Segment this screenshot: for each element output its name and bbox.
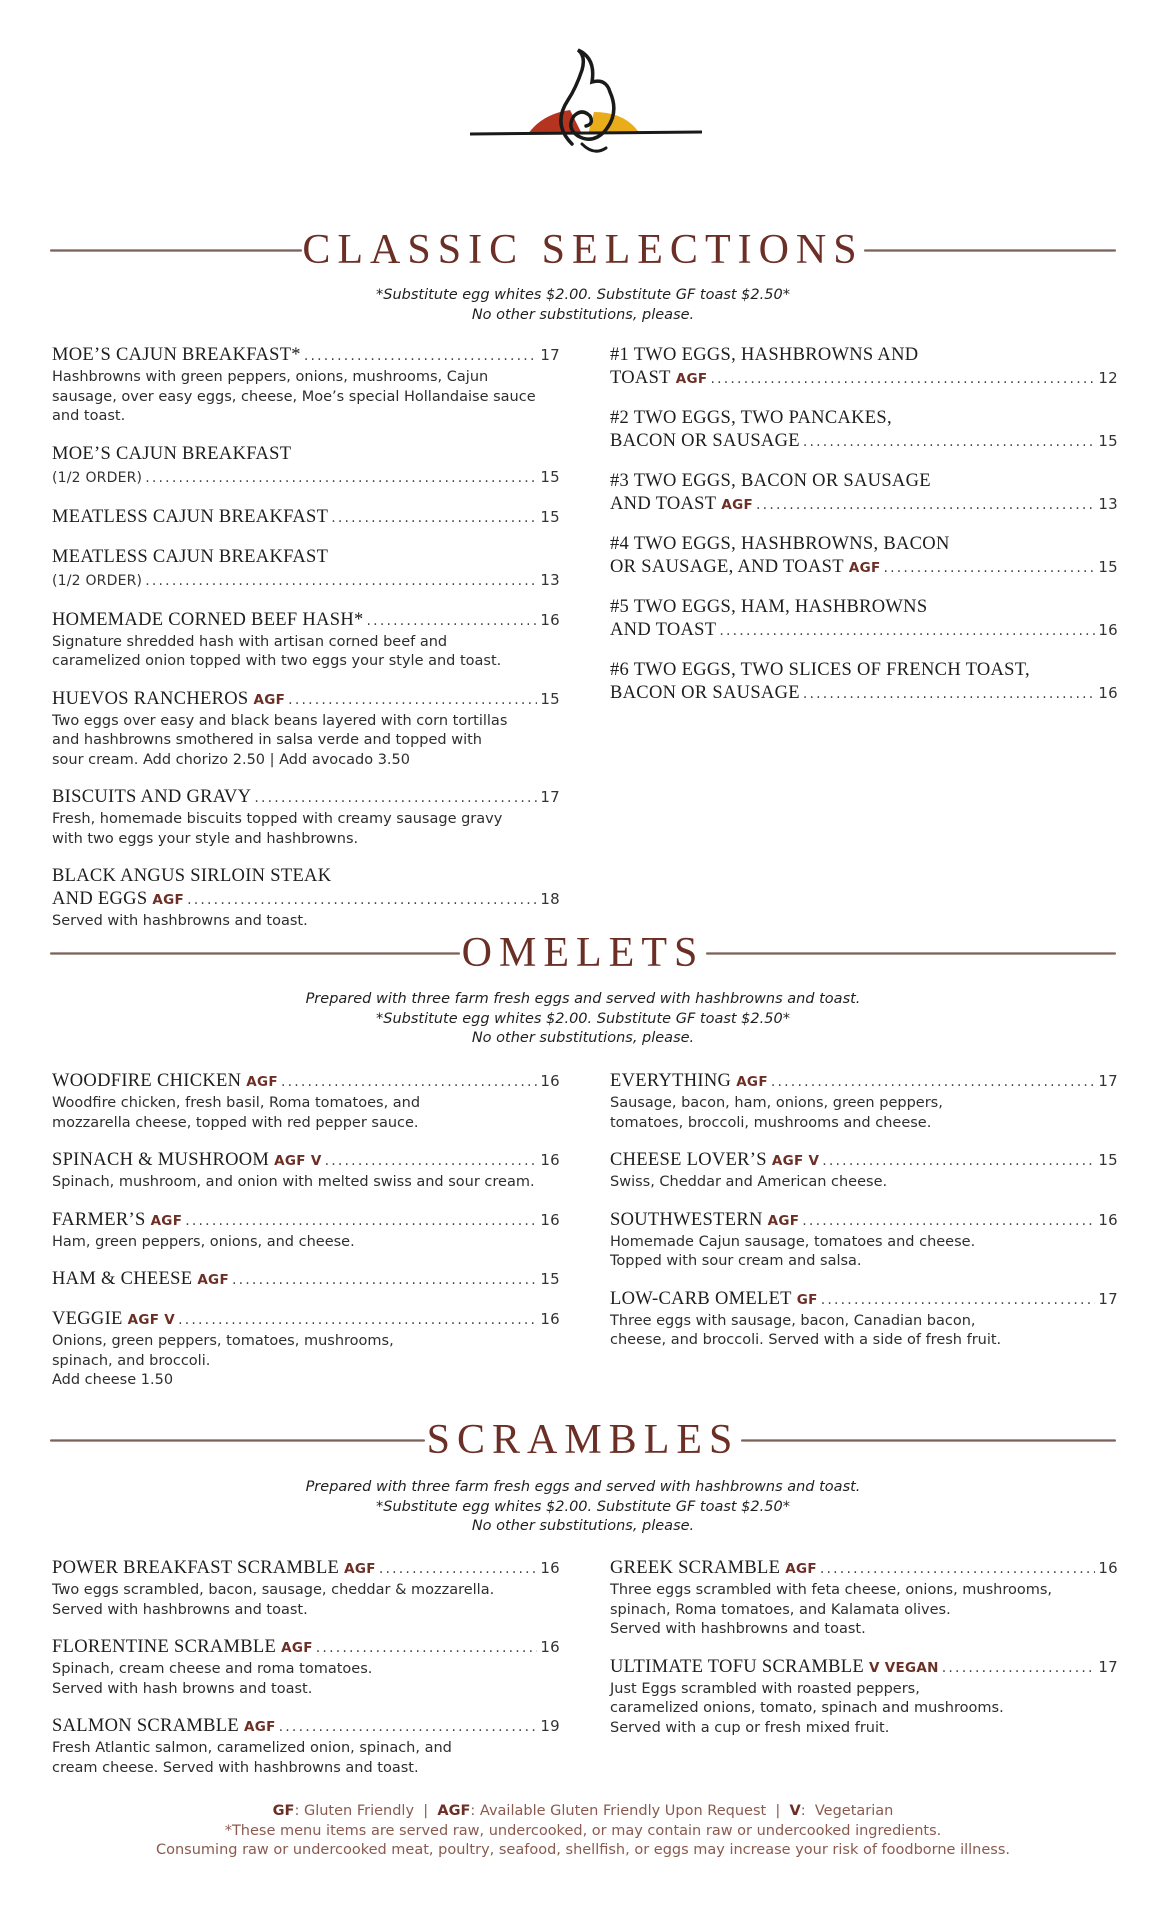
menu-item-line [610, 1656, 1118, 1680]
legend-gf-code: GF [272, 1803, 295, 1819]
menu-item-name: TOAST [610, 368, 671, 388]
omelets-heading: OMELETS [461, 930, 705, 976]
menu-item-description: mozzarella cheese, topped with red pepper sauce. [52, 1114, 419, 1131]
menu-item-description: Woodfire chicken, fresh basil, Roma tomatoes, and [52, 1095, 421, 1111]
menu-item-line [610, 367, 1118, 391]
menu-item [52, 344, 560, 427]
legend-agf-code: AGF [437, 1803, 471, 1819]
classic-heading: CLASSIC SELECTIONS [302, 227, 864, 273]
menu-item-description: sausage, over easy eggs, cheese, Moe’s special Hollandaise sauce [52, 388, 536, 405]
dot-leader [379, 1558, 538, 1581]
menu-item [610, 1149, 1118, 1193]
dot-leader [145, 570, 537, 593]
menu-item-line [52, 888, 560, 912]
dot-leader [802, 1210, 1095, 1233]
legend-v-text: : Vegetarian [800, 1803, 894, 1819]
menu-item-line [52, 1308, 560, 1332]
menu-item-description: Two eggs over easy and black beans layered with corn tortillas [52, 712, 508, 729]
dot-leader [331, 507, 537, 530]
note-line: *Substitute egg whites $2.00. Substitute GF toast $2.50* [376, 287, 790, 303]
diet-tag: AGF [152, 892, 185, 908]
menu-item-description: sour cream. Add chorizo 2.50 | Add avocado 3.50 [52, 751, 410, 768]
diet-tag: AGF [767, 1212, 800, 1229]
menu-item-name-first-line: MEATLESS CAJUN BREAKFAST [52, 546, 329, 567]
note-line: No other substitutions, please. [471, 306, 695, 323]
menu-item [52, 1636, 560, 1699]
menu-item [610, 1656, 1118, 1739]
diet-tag: AGF [848, 560, 881, 576]
menu-item-description: Just Eggs scrambled with roasted peppers, [610, 1680, 920, 1697]
menu-item-price: 15 [1098, 1151, 1118, 1169]
menu-item-line [610, 1288, 1118, 1312]
dot-leader [185, 1210, 537, 1233]
dot-leader [281, 1071, 537, 1094]
diet-tag: AGF [721, 497, 754, 513]
menu-item-line [610, 430, 1118, 454]
menu-item-name: MEATLESS CAJUN BREAKFAST [52, 506, 329, 527]
menu-item [610, 533, 1118, 580]
diet-tag: AGF [246, 1074, 278, 1090]
menu-item-name: AND EGGS [52, 889, 148, 909]
dot-leader [710, 368, 1095, 391]
menu-item-name: SOUTHWESTERN [610, 1209, 763, 1230]
menu-item-price: 16 [1098, 1210, 1118, 1229]
menu-item-description: Fresh, homemade biscuits topped with creamy sausage gravy [52, 811, 503, 827]
menu-item [52, 1209, 560, 1253]
menu-item-description: Served with hash browns and toast. [52, 1680, 313, 1697]
menu-item-description: Homemade Cajun sausage, tomatoes and cheese. [610, 1233, 976, 1250]
menu-item-name: AND TOAST [610, 620, 717, 640]
menu-item-name: BISCUITS AND GRAVY [52, 787, 252, 807]
menu-item-name: (1/2 ORDER) [52, 469, 143, 486]
menu-item-line [610, 556, 1118, 580]
dot-leader [145, 467, 537, 490]
raw-food-notice: *These menu items are served raw, undercooked, or may contain raw or undercooked ingredients. [224, 1822, 942, 1839]
dot-leader [316, 1637, 538, 1660]
menu-item-description: Two eggs scrambled, bacon, sausage, cheddar & mozzarella. [52, 1582, 495, 1598]
diet-tag: AGF V [274, 1153, 322, 1169]
menu-item-name: OR SAUSAGE, AND TOAST [610, 557, 844, 577]
menu-item-description: Swiss, Cheddar and American cheese. [610, 1174, 888, 1190]
diet-tag: AGF [281, 1640, 313, 1656]
classic-left-column [52, 344, 560, 948]
dot-leader [756, 494, 1095, 517]
menu-item-line [610, 493, 1118, 517]
menu-item-line [610, 1070, 1118, 1094]
legend-v-code: V [789, 1803, 801, 1819]
menu-item-description: Spinach, cream cheese and roma tomatoes. [52, 1661, 373, 1677]
dot-leader [771, 1071, 1095, 1094]
menu-item-price: 18 [540, 890, 560, 908]
menu-item [610, 1209, 1118, 1272]
diet-tag: AGF V [127, 1312, 176, 1328]
menu-item-name: CHEESE LOVER’S [610, 1150, 767, 1170]
menu-item-description: and hashbrowns smothered in salsa verde and topped with [52, 732, 483, 748]
diet-tag: AGF [243, 1719, 276, 1735]
diet-tag: AGF [344, 1561, 376, 1577]
menu-item-name: FARMER’S [52, 1209, 146, 1230]
dot-leader [254, 787, 537, 810]
title-rule-right [864, 249, 1116, 252]
menu-item [610, 1288, 1118, 1351]
menu-item-name: AND TOAST [610, 494, 717, 514]
menu-item-price: 19 [540, 1717, 560, 1735]
flame-logo-icon [470, 48, 702, 160]
menu-item [610, 344, 1118, 391]
menu-item-description: Ham, green peppers, onions, and cheese. [52, 1233, 355, 1250]
menu-item-name-first-line: MOE’S CAJUN BREAKFAST [52, 443, 292, 464]
menu-item-description: Three eggs with sausage, bacon, Canadian bacon, [610, 1312, 976, 1329]
menu-item [52, 1715, 560, 1778]
menu-item [52, 1149, 560, 1193]
scrambles-note [0, 1478, 1166, 1537]
menu-item-price: 17 [1098, 1657, 1118, 1676]
menu-item-description: Served with a cup or fresh mixed fruit. [610, 1719, 890, 1736]
menu-item-name: ULTIMATE TOFU SCRAMBLE [610, 1656, 864, 1677]
diet-tag: AGF [197, 1272, 229, 1288]
menu-item-name-first-line: #6 TWO EGGS, TWO SLICES OF FRENCH TOAST, [610, 660, 1030, 680]
menu-footer [0, 1802, 1166, 1861]
menu-item-price: 16 [540, 610, 560, 629]
dot-leader [821, 1289, 1096, 1312]
menu-item-price: 15 [540, 689, 560, 708]
menu-item-description: Served with hashbrowns and toast. [52, 1601, 308, 1618]
omelets-left-column [52, 1070, 560, 1407]
menu-item-price: 13 [540, 570, 560, 589]
menu-item-price: 16 [540, 1310, 560, 1328]
menu-item-price: 17 [1098, 1289, 1118, 1308]
diet-tag: V VEGAN [869, 1659, 939, 1676]
menu-item-line [610, 1557, 1118, 1581]
menu-item-price: 15 [540, 1270, 560, 1288]
menu-item [52, 1268, 560, 1292]
menu-item [610, 1070, 1118, 1133]
menu-item-price: 16 [540, 1151, 560, 1169]
diet-tag: AGF [785, 1561, 817, 1577]
legend-line [0, 1802, 1166, 1822]
menu-item-line [610, 619, 1118, 643]
menu-item-description: spinach, and broccoli. [52, 1352, 211, 1369]
menu-item [52, 865, 560, 932]
menu-item [610, 407, 1118, 454]
menu-item-description: Onions, green peppers, tomatoes, mushrooms, [52, 1333, 394, 1349]
menu-item-name-first-line: #5 TWO EGGS, HAM, HASHBROWNS [610, 597, 928, 617]
dot-leader [232, 1269, 537, 1292]
menu-item-line [52, 569, 560, 593]
menu-item-name: LOW-CARB OMELET [610, 1288, 792, 1309]
scrambles-heading: SCRAMBLES [426, 1417, 740, 1463]
menu-item [52, 1308, 560, 1391]
menu-item-line [52, 688, 560, 712]
menu-item-description: tomatoes, broccoli, mushrooms and cheese. [610, 1114, 932, 1131]
menu-item-line [610, 1149, 1118, 1173]
section-title-omelets [50, 928, 1116, 978]
menu-item-name: HOMEMADE CORNED BEEF HASH* [52, 609, 364, 630]
menu-item [610, 1557, 1118, 1640]
dot-leader [719, 620, 1095, 643]
section-title-classic [50, 225, 1116, 275]
menu-item [52, 1070, 560, 1133]
dot-leader [279, 1716, 538, 1739]
menu-item [610, 470, 1118, 517]
menu-item-name: SALMON SCRAMBLE [52, 1716, 239, 1736]
scrambles-left-column [52, 1557, 560, 1794]
note-line: *Substitute egg whites $2.00. Substitute GF toast $2.50* [376, 1010, 790, 1027]
menu-item-description: Topped with sour cream and salsa. [610, 1253, 862, 1269]
menu-item [52, 609, 560, 672]
menu-item-price: 13 [1098, 495, 1118, 513]
menu-item-name: (1/2 ORDER) [52, 572, 143, 589]
dot-leader [822, 1150, 1095, 1173]
note-line: No other substitutions, please. [471, 1518, 695, 1534]
menu-item-price: 15 [540, 507, 560, 526]
menu-item-description: cheese, and broccoli. Served with a side of fresh fruit. [610, 1332, 1002, 1348]
menu-item-price: 16 [1098, 1559, 1118, 1577]
menu-item-price: 17 [1098, 1072, 1118, 1090]
menu-item-line [52, 609, 560, 633]
menu-item-name-first-line: #2 TWO EGGS, TWO PANCAKES, [610, 408, 892, 428]
menu-item-description: with two eggs your style and hashbrowns. [52, 830, 359, 847]
menu-item-name: FLORENTINE SCRAMBLE [52, 1637, 277, 1657]
dot-leader [304, 345, 537, 368]
menu-item-line [52, 466, 560, 490]
menu-item-price: 17 [540, 788, 560, 806]
menu-item-description: Hashbrowns with green peppers, onions, mushrooms, Cajun [52, 369, 489, 385]
menu-item-line [52, 786, 560, 810]
dot-leader [178, 1309, 537, 1332]
menu-item-description: and toast. [52, 408, 126, 424]
menu-item-price: 16 [540, 1638, 560, 1656]
menu-item-line [610, 1209, 1118, 1233]
note-line: Prepared with three farm fresh eggs and served with hashbrowns and toast. [305, 991, 861, 1007]
menu-item-name: VEGGIE [52, 1309, 123, 1329]
omelets-note [0, 990, 1166, 1049]
menu-item-price: 15 [1098, 558, 1118, 576]
dot-leader [367, 610, 538, 633]
menu-item-line [52, 1268, 560, 1292]
menu-item-name: BACON OR SAUSAGE [610, 431, 800, 451]
dot-leader [942, 1657, 1096, 1680]
diet-tag: AGF [253, 691, 286, 708]
diet-tag: AGF [736, 1074, 768, 1090]
menu-item-name: MOE’S CAJUN BREAKFAST* [52, 345, 301, 365]
menu-item [52, 688, 560, 771]
menu-item-description: Served with hashbrowns and toast. [610, 1621, 866, 1637]
title-rule-right [706, 952, 1116, 955]
dot-leader [803, 683, 1095, 706]
diet-tag: AGF [675, 371, 708, 387]
menu-item-name: GREEK SCRAMBLE [610, 1558, 781, 1578]
omelets-right-column [610, 1070, 1118, 1367]
scrambles-right-column [610, 1557, 1118, 1754]
menu-item-name: HAM & CHEESE [52, 1269, 193, 1289]
menu-item-name: EVERYTHING [610, 1071, 732, 1091]
menu-item [52, 786, 560, 849]
menu-item-description: Sausage, bacon, ham, onions, green peppers, [610, 1095, 943, 1111]
menu-item-name: BACON OR SAUSAGE [610, 683, 800, 703]
section-title-scrambles [50, 1415, 1116, 1465]
menu-item-name: HUEVOS RANCHEROS [52, 688, 249, 709]
menu-item [52, 443, 560, 490]
menu-item-price: 16 [540, 1210, 560, 1229]
diet-tag: GF [796, 1291, 818, 1308]
menu-item-name-first-line: #1 TWO EGGS, HASHBROWNS AND [610, 345, 919, 365]
dot-leader [325, 1150, 538, 1173]
menu-item-line [610, 682, 1118, 706]
menu-item-description: Signature shredded hash with artisan corned beef and [52, 633, 448, 650]
menu-item-line [52, 1149, 560, 1173]
dot-leader [803, 431, 1095, 454]
note-line: *Substitute egg whites $2.00. Substitute GF toast $2.50* [376, 1498, 790, 1515]
menu-item-line [52, 344, 560, 368]
title-rule-right [741, 1439, 1116, 1442]
dot-leader [187, 889, 537, 912]
menu-item-name-first-line: BLACK ANGUS SIRLOIN STEAK [52, 866, 332, 886]
menu-item-price: 16 [540, 1072, 560, 1090]
note-line: No other substitutions, please. [471, 1030, 695, 1046]
menu-item-price: 12 [1098, 369, 1118, 387]
legend-agf-text: : Available Gluten Friendly Upon Request | [470, 1803, 790, 1819]
note-line: Prepared with three farm fresh eggs and served with hashbrowns and toast. [305, 1479, 861, 1495]
diet-tag: AGF [150, 1212, 183, 1229]
menu-item-name: POWER BREAKFAST SCRAMBLE [52, 1558, 340, 1578]
dot-leader [820, 1558, 1095, 1581]
diet-tag: AGF V [771, 1153, 820, 1169]
menu-item-name: WOODFIRE CHICKEN [52, 1071, 242, 1091]
menu-item-line [52, 1557, 560, 1581]
foodborne-warning: Consuming raw or undercooked meat, poultry, seafood, shellfish, or eggs may increase your risk of foodborne illness. [155, 1842, 1011, 1858]
menu-item-line [52, 1209, 560, 1233]
menu-item-price: 15 [540, 467, 560, 486]
menu-item-description: cream cheese. Served with hashbrowns and toast. [52, 1759, 419, 1776]
classic-note [0, 286, 1166, 325]
menu-item-price: 16 [1098, 621, 1118, 639]
menu-item-price: 17 [540, 346, 560, 364]
menu-item-line [52, 1715, 560, 1739]
menu-item-description: Add cheese 1.50 [52, 1372, 174, 1388]
menu-item-description: Three eggs scrambled with feta cheese, onions, mushrooms, [610, 1582, 1053, 1598]
menu-item [52, 506, 560, 530]
classic-right-column [610, 344, 1118, 722]
menu-item [52, 546, 560, 593]
menu-item [52, 1557, 560, 1620]
menu-item-description: spinach, Roma tomatoes, and Kalamata olives. [610, 1601, 951, 1618]
menu-item-description: caramelized onion topped with two eggs your style and toast. [52, 653, 502, 669]
menu-item [610, 596, 1118, 643]
dot-leader [288, 689, 537, 712]
menu-item [610, 659, 1118, 706]
menu-item-description: Served with hashbrowns and toast. [52, 913, 308, 929]
menu-item-line [52, 506, 560, 530]
menu-item-line [52, 1636, 560, 1660]
legend-gf-text: : Gluten Friendly | [294, 1803, 438, 1819]
menu-item-name: SPINACH & MUSHROOM [52, 1150, 270, 1170]
dot-leader [883, 557, 1095, 580]
menu-item-name-first-line: #3 TWO EGGS, BACON OR SAUSAGE [610, 471, 931, 491]
menu-item-price: 16 [540, 1559, 560, 1577]
menu-item-name-first-line: #4 TWO EGGS, HASHBROWNS, BACON [610, 534, 950, 554]
menu-item-price: 15 [1098, 432, 1118, 450]
menu-item-price: 16 [1098, 684, 1118, 702]
menu-item-description: Spinach, mushroom, and onion with melted swiss and sour cream. [52, 1174, 535, 1190]
menu-item-description: caramelized onions, tomato, spinach and mushrooms. [610, 1700, 1004, 1716]
menu-item-line [52, 1070, 560, 1094]
menu-item-description: Fresh Atlantic salmon, caramelized onion, spinach, and [52, 1740, 452, 1756]
